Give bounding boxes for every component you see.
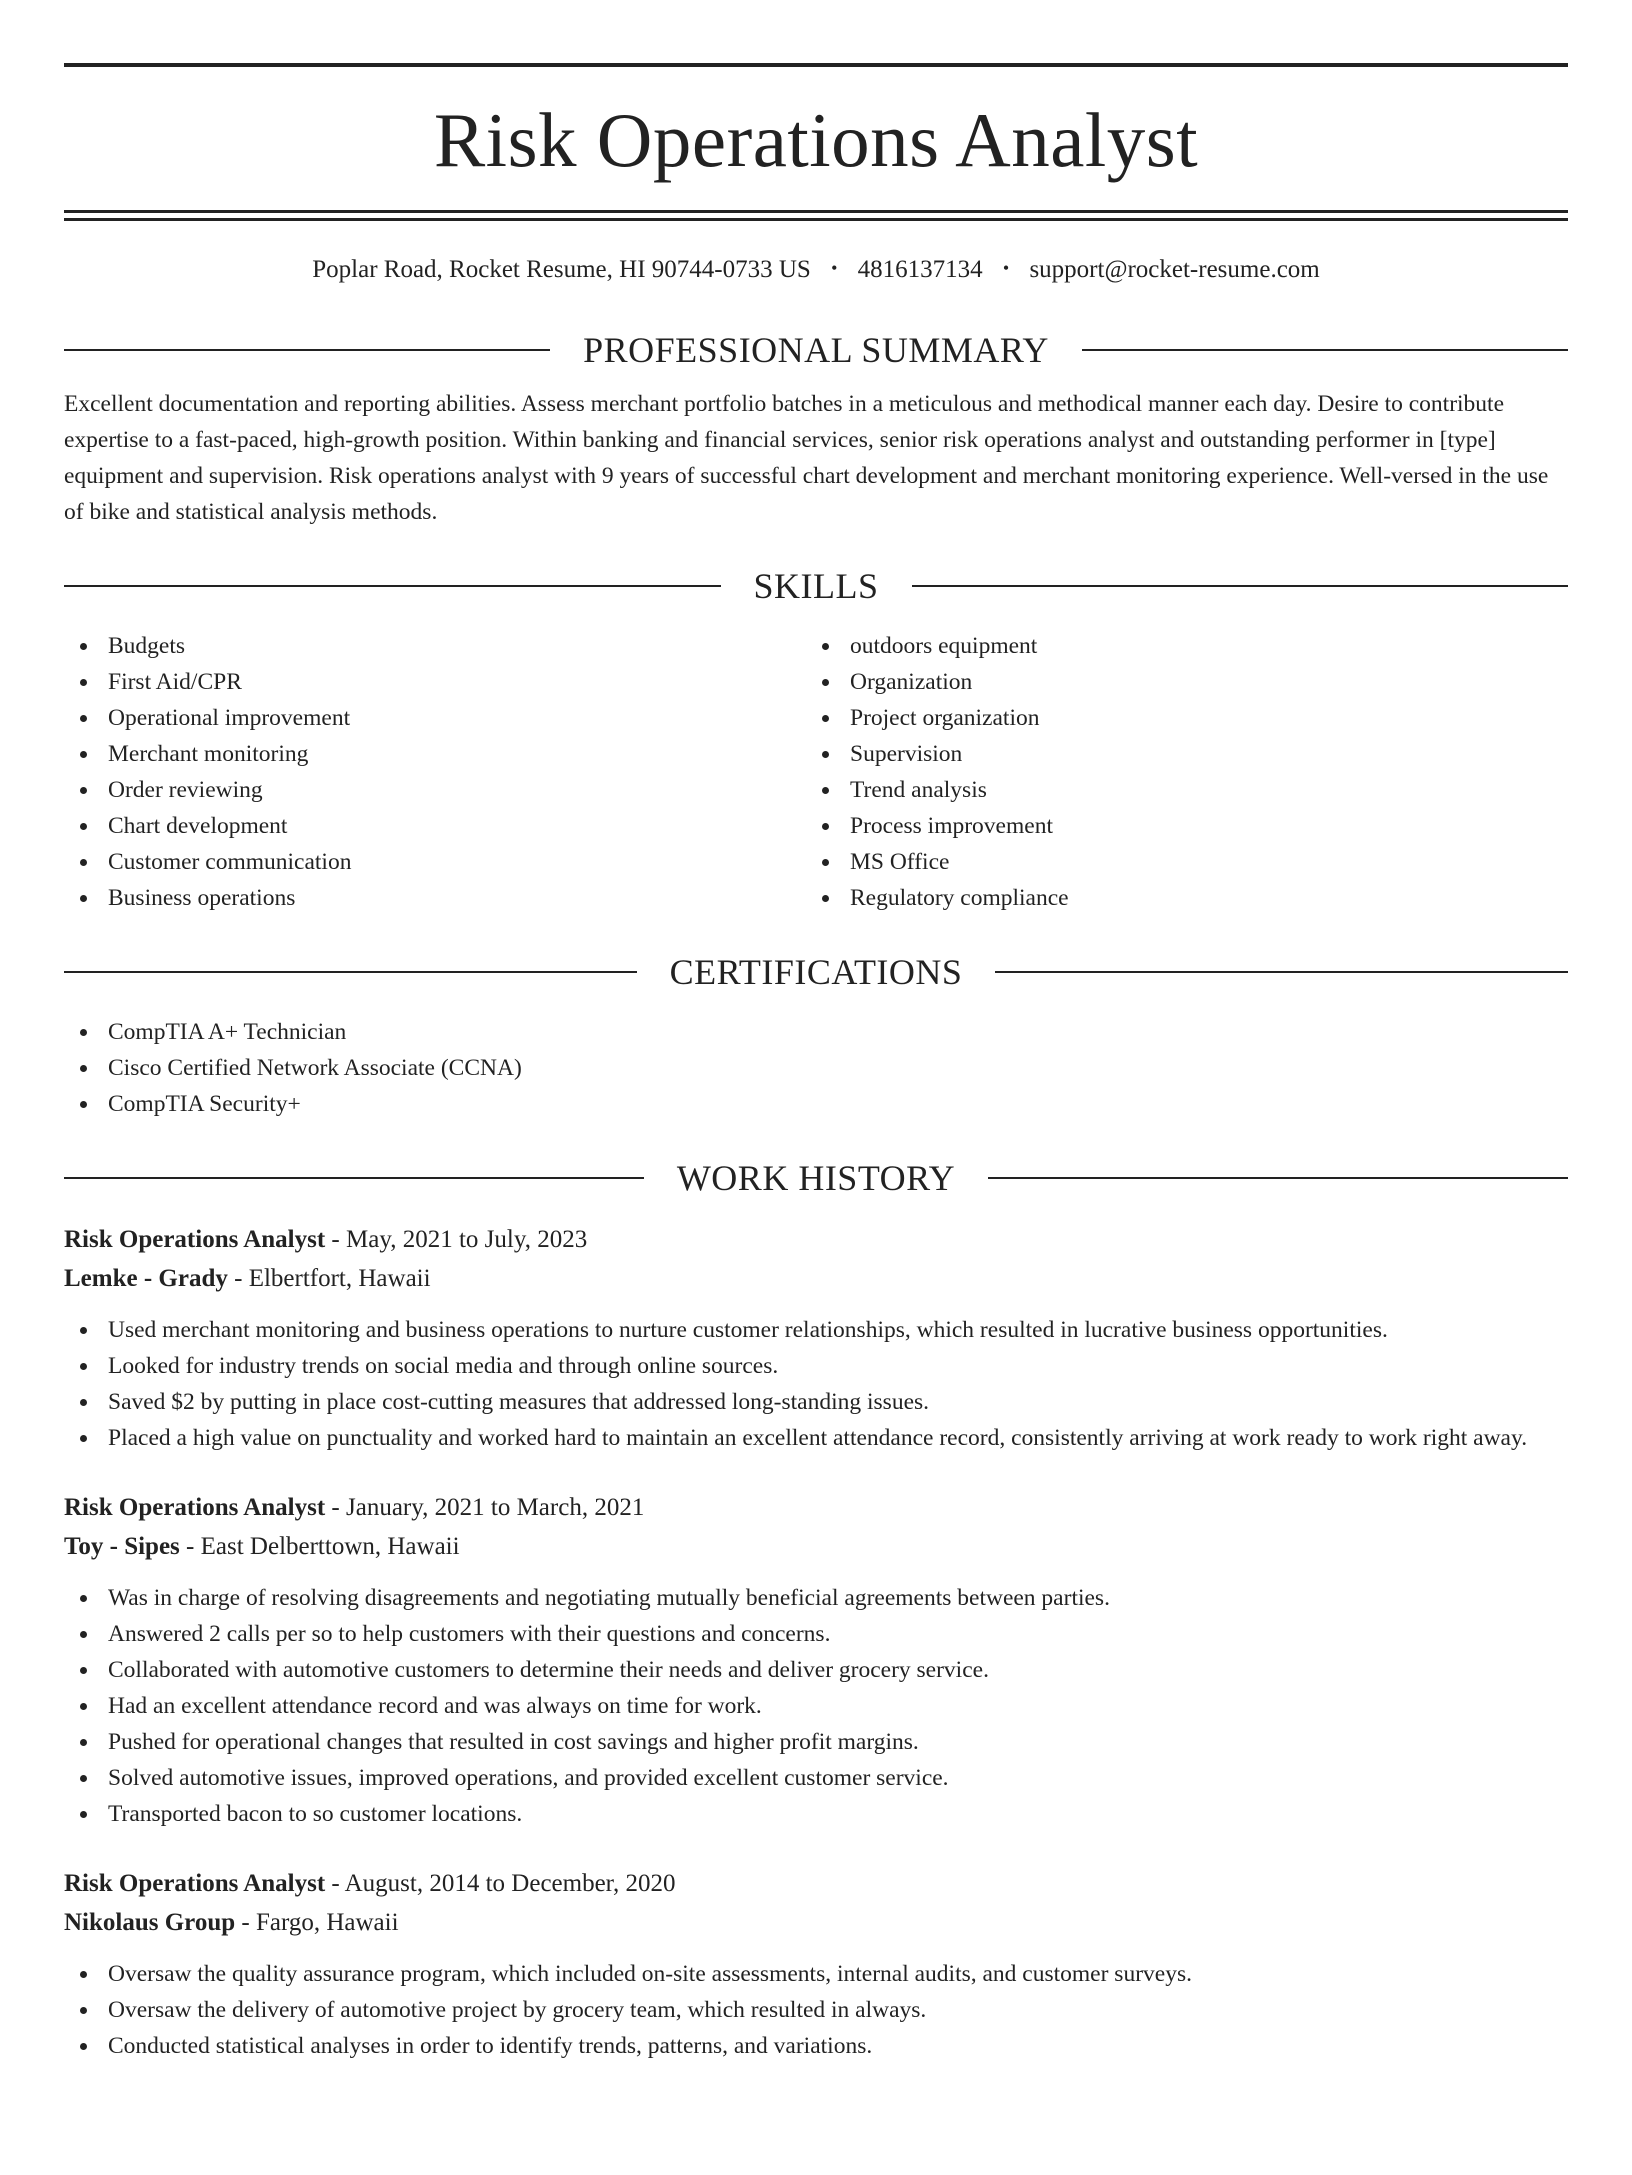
job-location: - East Delberttown, Hawaii <box>179 1533 460 1560</box>
skill-item: Order reviewing <box>64 772 806 808</box>
resume-title: Risk Operations Analyst <box>433 97 1199 183</box>
skill-item: Supervision <box>806 736 1548 772</box>
skills-heading-title: SKILLS <box>753 566 879 606</box>
heading-rule-right <box>995 971 1568 973</box>
job-bullet: Conducted statistical analyses in order to identify trends, patterns, and variations. <box>64 2028 1568 2064</box>
job-bullets <box>64 1580 1568 1832</box>
skill-item: Operational improvement <box>64 700 806 736</box>
heading-rule-left <box>64 349 550 351</box>
heading-rule-left <box>64 1177 644 1179</box>
resume-page <box>0 63 1632 2175</box>
heading-rule-right <box>1082 349 1568 351</box>
contact-address: Poplar Road, Rocket Resume, HI 90744-0733 US <box>312 256 811 283</box>
skill-item: Regulatory compliance <box>806 880 1548 916</box>
job-title-line <box>64 1488 1568 1527</box>
job-title-line <box>64 1220 1568 1259</box>
job-dates: - May, 2021 to July, 2023 <box>325 1226 588 1253</box>
heading-rule-right <box>912 585 1569 587</box>
job-bullet: Had an excellent attendance record and was always on time for work. <box>64 1688 1568 1724</box>
job-title: Risk Operations Analyst <box>64 1494 326 1521</box>
heading-rule-left <box>64 585 721 587</box>
job-title: Risk Operations Analyst <box>64 1226 326 1253</box>
job-title: Risk Operations Analyst <box>64 1870 326 1897</box>
certifications-heading-title: CERTIFICATIONS <box>669 952 963 992</box>
job-dates: - August, 2014 to December, 2020 <box>325 1870 676 1897</box>
job-bullet: Placed a high value on punctuality and worked hard to maintain an excellent attendance record, consistently arriving at work ready to work right away. <box>64 1420 1568 1456</box>
contact-separator: • <box>1002 258 1010 278</box>
certifications-heading <box>64 954 1568 990</box>
contact-email: support@rocket-resume.com <box>1029 256 1320 283</box>
certification-item: Cisco Certified Network Associate (CCNA) <box>64 1050 1568 1086</box>
skill-item: Process improvement <box>806 808 1548 844</box>
job-company: Toy - Sipes <box>64 1533 180 1560</box>
job-location: - Fargo, Hawaii <box>235 1909 399 1936</box>
job-bullet: Was in charge of resolving disagreements and negotiating mutually beneficial agreements between parties. <box>64 1580 1568 1616</box>
skill-item: Customer communication <box>64 844 806 880</box>
heading-rule-right <box>988 1177 1568 1179</box>
contact-line <box>64 257 1568 282</box>
job-company-line <box>64 1903 1568 1942</box>
work-history-heading <box>64 1160 1568 1196</box>
job-company: Lemke - Grady <box>64 1265 228 1292</box>
summary-text: Excellent documentation and reporting abilities. Assess merchant portfolio batches in a meticulous and methodical manner each day. Desire to contribute expertise to a fast-paced, high-growth position. Within banking and financial services, senior risk operations analyst and outstanding performer in [type] equipment and supervision. Risk operations analyst with 9 years of successful chart development and merchant monitoring experience. Well-versed in the use of bike and statistical analysis methods. <box>64 391 1549 525</box>
heading-rule-left <box>64 971 637 973</box>
certification-item: CompTIA Security+ <box>64 1086 1568 1122</box>
certification-item: CompTIA A+ Technician <box>64 1014 1568 1050</box>
certifications-list <box>64 1014 1568 1122</box>
job-company: Nikolaus Group <box>64 1909 236 1936</box>
skills-grid <box>64 628 1568 916</box>
skill-item: Project organization <box>806 700 1548 736</box>
job-company-line <box>64 1527 1568 1566</box>
job-entry <box>64 1864 1568 2064</box>
skill-item: Business operations <box>64 880 806 916</box>
skill-item: First Aid/CPR <box>64 664 806 700</box>
job-bullet: Pushed for operational changes that resulted in cost savings and higher profit margins. <box>64 1724 1568 1760</box>
skills-list-right <box>806 628 1548 916</box>
job-entry <box>64 1220 1568 1456</box>
job-company-line <box>64 1259 1568 1298</box>
job-dates: - January, 2021 to March, 2021 <box>325 1494 645 1521</box>
contact-separator: • <box>831 258 838 278</box>
job-title-line <box>64 1864 1568 1903</box>
job-bullet: Solved automotive issues, improved operations, and provided excellent customer service. <box>64 1760 1568 1796</box>
summary-heading-title: PROFESSIONAL SUMMARY <box>583 330 1049 370</box>
skill-item: Budgets <box>64 628 806 664</box>
header-double-rule <box>64 210 1568 221</box>
contact-phone: 4816137134 <box>857 256 983 283</box>
header-top-rule <box>64 63 1568 67</box>
skill-item: Organization <box>806 664 1548 700</box>
job-bullet: Used merchant monitoring and business operations to nurture customer relationships, which resulted in lucrative business opportunities. <box>64 1312 1568 1348</box>
job-bullets <box>64 1312 1568 1456</box>
skills-heading <box>64 568 1568 604</box>
job-bullet: Saved $2 by putting in place cost-cutting measures that addressed long-standing issues. <box>64 1384 1568 1420</box>
job-location: - Elbertfort, Hawaii <box>227 1265 431 1292</box>
skill-item: outdoors equipment <box>806 628 1548 664</box>
skill-item: Chart development <box>64 808 806 844</box>
job-entry <box>64 1488 1568 1832</box>
job-bullet: Oversaw the quality assurance program, which included on-site assessments, internal audits, and customer surveys. <box>64 1956 1568 1992</box>
job-bullet: Transported bacon to so customer locations. <box>64 1796 1568 1832</box>
job-bullet: Answered 2 calls per so to help customers with their questions and concerns. <box>64 1616 1568 1652</box>
work-history-heading-title: WORK HISTORY <box>676 1158 956 1198</box>
job-bullet: Collaborated with automotive customers to determine their needs and deliver grocery service. <box>64 1652 1568 1688</box>
skills-list-left <box>64 628 806 916</box>
skill-item: Trend analysis <box>806 772 1548 808</box>
job-bullet: Oversaw the delivery of automotive project by grocery team, which resulted in always. <box>64 1992 1568 2028</box>
skill-item: Merchant monitoring <box>64 736 806 772</box>
job-bullets <box>64 1956 1568 2064</box>
summary-heading <box>64 332 1568 368</box>
skill-item: MS Office <box>806 844 1548 880</box>
job-bullet: Looked for industry trends on social media and through online sources. <box>64 1348 1568 1384</box>
